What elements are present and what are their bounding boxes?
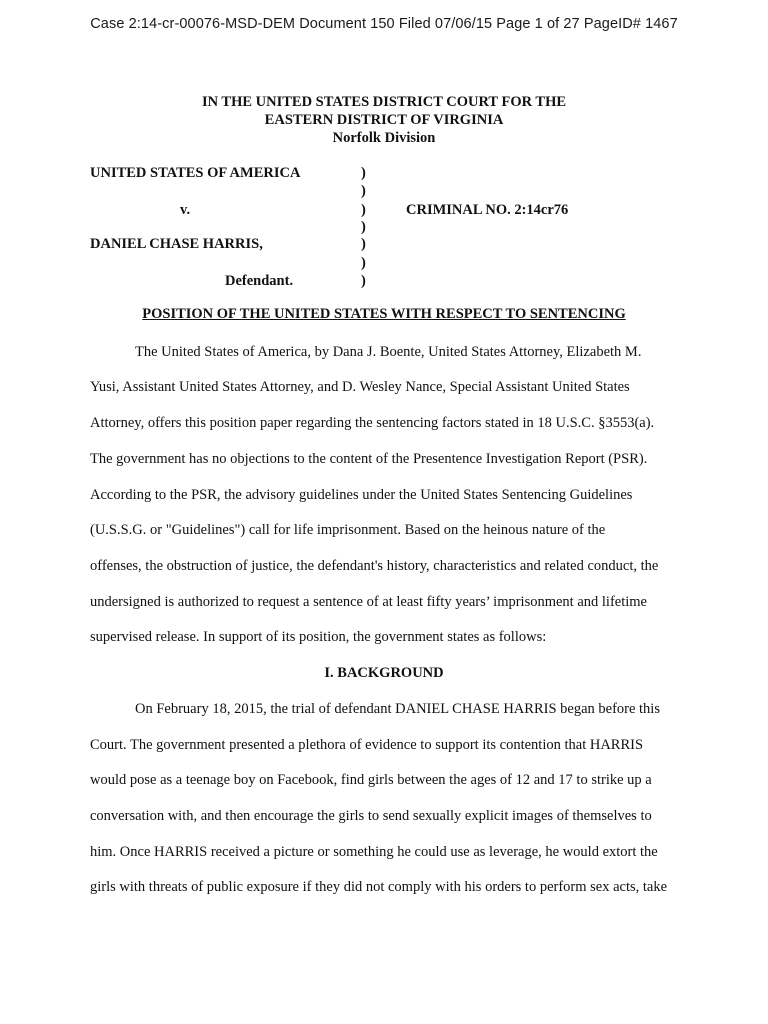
background-line: On February 18, 2015, the trial of defendant DANIEL CHASE HARRIS began before this	[135, 701, 660, 717]
intro-line: undersigned is authorized to request a sentence of at least fifty years’ imprisonment and lifetime	[90, 594, 647, 610]
caption-defendant-label: Defendant.	[225, 273, 294, 289]
intro-line: The United States of America, by Dana J. Boente, United States Attorney, Elizabeth M.	[135, 344, 642, 360]
background-line: conversation with, and then encourage the girls to send sexually explicit images of themselves to	[90, 808, 652, 824]
caption-paren: )	[361, 255, 366, 271]
caption-plaintiff: UNITED STATES OF AMERICA	[90, 165, 301, 181]
filing-header-stamp: Case 2:14-cr-00076-MSD-DEM Document 150 Filed 07/06/15 Page 1 of 27 PageID# 1467	[90, 16, 678, 32]
caption-defendant: DANIEL CHASE HARRIS,	[90, 236, 263, 252]
intro-line: (U.S.S.G. or "Guidelines") call for life imprisonment. Based on the heinous nature of the	[90, 522, 606, 538]
caption-paren: )	[361, 202, 366, 218]
background-line: girls with threats of public exposure if they did not comply with his orders to perform sex acts, take	[90, 879, 668, 895]
caption-paren: )	[361, 165, 366, 181]
section-heading-background: I. BACKGROUND	[324, 665, 444, 681]
court-name-line-2: EASTERN DISTRICT OF VIRGINIA	[264, 112, 504, 128]
document-title: POSITION OF THE UNITED STATES WITH RESPECT TO SENTENCING	[142, 306, 626, 322]
intro-line: Yusi, Assistant United States Attorney, and D. Wesley Nance, Special Assistant United States	[90, 379, 630, 395]
court-name-line-1: IN THE UNITED STATES DISTRICT COURT FOR THE	[201, 94, 567, 110]
case-number: CRIMINAL NO. 2:14cr76	[406, 202, 569, 218]
intro-line: According to the PSR, the advisory guidelines under the United States Sentencing Guidelines	[90, 487, 633, 503]
background-line: would pose as a teenage boy on Facebook, find girls between the ages of 12 and 17 to strike up a	[90, 772, 652, 788]
caption-versus: v.	[180, 202, 191, 218]
caption-paren: )	[361, 183, 366, 199]
court-division: Norfolk Division	[332, 130, 436, 146]
caption-paren: )	[361, 273, 366, 289]
background-line: him. Once HARRIS received a picture or something he could use as leverage, he would extort the	[90, 844, 658, 860]
intro-line: offenses, the obstruction of justice, the defendant's history, characteristics and related conduct, the	[90, 558, 659, 574]
intro-line: Attorney, offers this position paper regarding the sentencing factors stated in 18 U.S.C. §3553(a).	[90, 415, 655, 431]
intro-line: supervised release. In support of its position, the government states as follows:	[90, 629, 547, 645]
caption-paren: )	[361, 219, 366, 235]
background-line: Court. The government presented a plethora of evidence to support its contention that HARRIS	[90, 737, 644, 753]
caption-paren: )	[361, 236, 366, 252]
intro-line: The government has no objections to the content of the Presentence Investigation Report (PSR).	[90, 451, 648, 467]
